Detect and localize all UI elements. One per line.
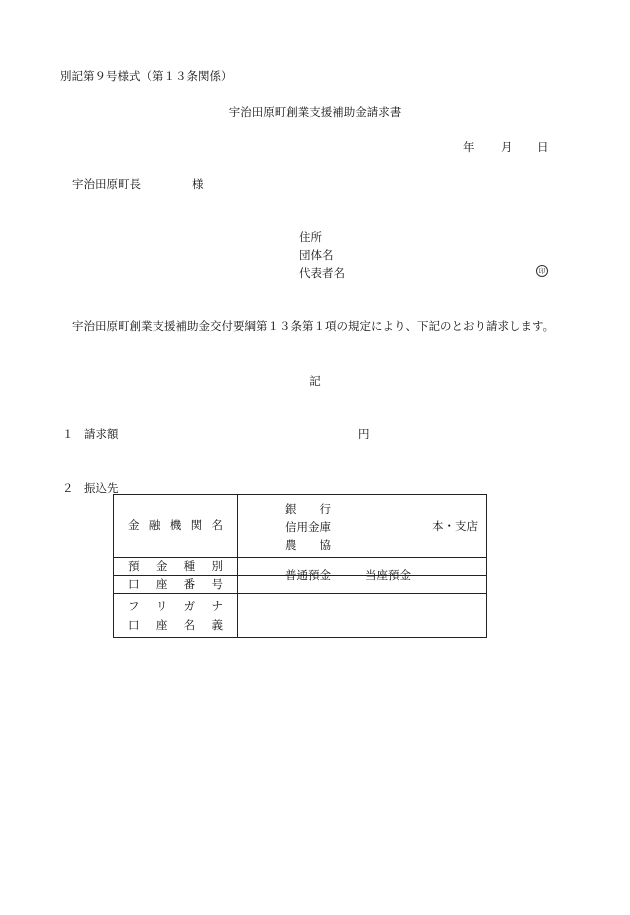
item2-label: 振込先: [84, 481, 119, 495]
bank-table: [113, 494, 487, 638]
address-label: 住所: [299, 230, 322, 244]
type-bank: 銀 行: [285, 502, 331, 516]
deposit-type-row: [114, 558, 487, 576]
deposit-type-value-cell[interactable]: [238, 558, 487, 582]
type-shinkin: 信用金庫: [285, 520, 331, 534]
deposit-type-label-cell: [114, 558, 238, 576]
account-name-row: [114, 594, 487, 638]
item1-unit: 円: [358, 427, 370, 441]
item-request-amount: [62, 426, 370, 442]
rep-label: 代表者名: [299, 266, 345, 280]
account-number-label: 口 座 番 号: [128, 577, 223, 591]
item1-label: 請求額: [84, 427, 119, 441]
org-label: 団体名: [299, 248, 334, 262]
ki-heading: 記: [309, 374, 321, 388]
institution-value-cell[interactable]: [238, 495, 487, 558]
item-transfer-destination: [62, 480, 119, 496]
institution-row: [114, 495, 487, 558]
date-month: 月: [501, 140, 513, 154]
item2-number: ２: [62, 481, 74, 495]
account-name-label: 口 座 名 義: [128, 617, 223, 632]
form-number: 別記第９号様式（第１３条関係）: [60, 69, 233, 83]
type-nokyo: 農 協: [285, 538, 331, 552]
addressee-name: 宇治田原町長: [72, 177, 141, 191]
addressee: [72, 176, 204, 192]
item1-number: １: [62, 427, 74, 441]
account-number-label-cell: [114, 576, 238, 594]
applicant-block: [299, 228, 345, 282]
option-current[interactable]: 当座預金: [365, 567, 411, 582]
body-text: 宇治田原町創業支援補助金交付要綱第１３条第１項の規定により、下記のとおり請求します。: [72, 319, 555, 333]
account-name-value-cell[interactable]: [238, 594, 487, 638]
institution-types: [285, 500, 331, 554]
account-number-value-cell[interactable]: [238, 576, 487, 594]
furigana-label: フ リ ガ ナ: [128, 598, 223, 613]
account-name-label-cell: [114, 594, 238, 638]
deposit-type-label: 預 金 種 別: [128, 559, 223, 573]
addressee-honorific: 様: [192, 177, 204, 191]
seal-mark: 印: [536, 265, 548, 277]
date-year: 年: [463, 140, 475, 154]
branch-label: 本・支店: [432, 519, 478, 533]
date-day: 日: [537, 140, 549, 154]
institution-label: 金 融 機 関 名: [128, 518, 223, 532]
option-ordinary[interactable]: 普通預金: [285, 567, 331, 582]
document-title: 宇治田原町創業支援補助金請求書: [228, 105, 402, 119]
institution-label-cell: [114, 495, 238, 558]
